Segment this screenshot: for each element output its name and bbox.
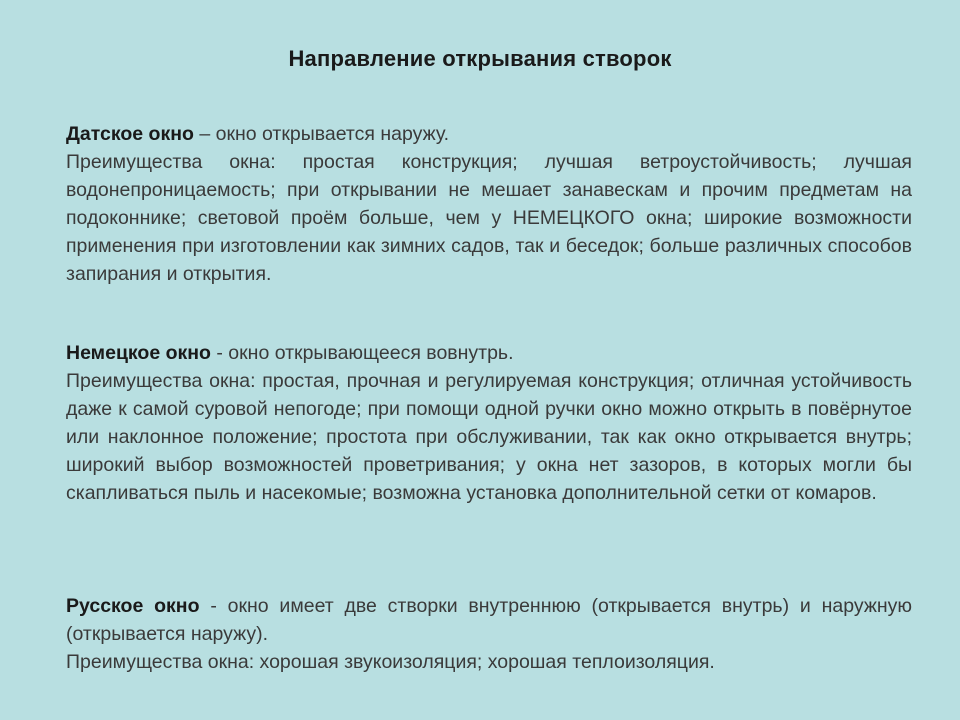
russian-window-definition-text: - окно имеет две створки внутреннюю (открывается внутрь) и наружную (открывается наружу). [66,595,913,645]
danish-window-definition-text: – окно открывается наружу. [193,123,450,145]
section-german-window [66,339,912,507]
slide-title: Направление открывания створок [288,46,672,71]
section-russian-window [66,592,912,676]
german-window-definition [66,339,912,367]
german-window-definition-text: - окно открывающееся вовнутрь. [210,342,514,364]
danish-window-advantages: Преимущества окна: простая конструкция; лучшая ветроустойчивость; лучшая водонепроницаемость; при открывании не мешает занавескам и прочим предметам на подоконнике; световой проём больше, чем у НЕМЕЦКОГО окна; широкие возможности применения при изготовлении как зимних садов, так и беседок; больше различных способов запирания и открытия. [66,151,912,285]
german-window-term: Немецкое окно [66,342,211,364]
section-danish-window [66,120,912,288]
russian-window-definition [66,592,912,648]
russian-window-term: Русское окно [66,595,200,617]
german-window-advantages: Преимущества окна: простая, прочная и регулируемая конструкция; отличная устойчивость даже к самой суровой непогоде; при помощи одной ручки окно можно открыть в повёрнутое или наклонное положение; простота при обслуживании, так как окно открывается внутрь; широкий выбор возможностей проветривания; у окна нет зазоров, в которых могли бы скапливаться пыль и насекомые; возможна установка дополнительной сетки от комаров. [66,370,912,504]
danish-window-term: Датское окно [66,123,194,145]
danish-window-definition [66,120,912,148]
russian-window-advantages: Преимущества окна: хорошая звукоизоляция; хорошая теплоизоляция. [66,651,715,673]
